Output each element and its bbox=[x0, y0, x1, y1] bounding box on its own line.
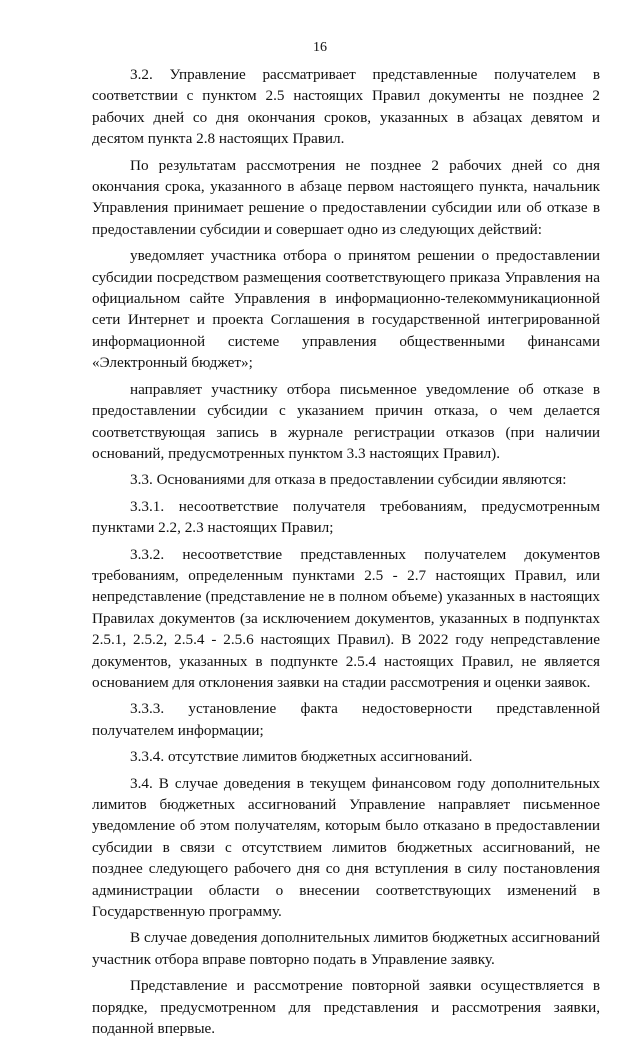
paragraph-review-results: По результатам рассмотрения не позднее 2 рабочих дней со дня окончания срока, указанного в абзаце первом настоящего пункта, начальник Управления принимает решение о предоставлении субсидии или об отказе в предоставлении субсидии и совершает одно из следующих действий: bbox=[92, 156, 600, 238]
paragraph-notify-refusal: направляет участнику отбора письменное уведомление об отказе в предоставлении субсидии с указанием причин отказа, о чем делается соответствующая запись в журнале регистрации отказов (при наличии оснований, предусмотренных пунктом 3.3 настоящих Правил). bbox=[92, 380, 600, 462]
paragraph-3-4: 3.4. В случае доведения в текущем финансовом году дополнительных лимитов бюджетных ассигнований Управление направляет письменное уведомление об этом получателям, которым было отказано в предоставлении субсидии в связи с отсутствием лимитов бюджетных ассигнований, не позднее следующего рабочего дня со дня вступления в силу постановления администрации области о внесении соответствующих изменений в Государственную программу. bbox=[92, 774, 600, 921]
paragraph-3-3: 3.3. Основаниями для отказа в предоставлении субсидии являются: bbox=[130, 471, 567, 489]
paragraph-notify-grant: уведомляет участника отбора о принятом решении о предоставлении субсидии посредством размещения соответствующего приказа Управления на официальном сайте Управления в информационно-телекоммуникационной сети Интернет и проекта Соглашения в государственной интегрированной информационной системе управления общественными финансами «Электронный бюджет»; bbox=[92, 247, 600, 372]
paragraph-3-3-4: 3.3.4. отсутствие лимитов бюджетных ассигнований. bbox=[130, 748, 473, 766]
paragraph-3-2: 3.2. Управление рассматривает представленные получателем в соответствии с пунктом 2.5 настоящих Правил документы не позднее 2 рабочих дней со дня окончания сроков, указанных в абзацах девятом и десятом пункта 2.8 настоящих Правил. bbox=[92, 66, 600, 148]
paragraph-3-3-3: 3.3.3. установление факта недостоверности представленной получателем информации; bbox=[92, 700, 600, 739]
paragraph-repeat-application: Представление и рассмотрение повторной заявки осуществляется в порядке, предусмотренном для представления и рассмотрения заявки, поданной впервые. bbox=[92, 977, 600, 1038]
page-number: 16 bbox=[313, 40, 327, 55]
paragraph-3-3-2: 3.3.2. несоответствие представленных получателем документов требованиям, определенным пунктами 2.5 - 2.7 настоящих Правил, или непредставление (представление не в полном объеме) указанных в настоящих Правилах документов (за исключением документов, указанных в подпунктах 2.5.1, 2.5.2, 2.5.4 - 2.5.6 настоящих Правил). В 2022 году непредставление документов, указанных в подпункте 2.5.4 настоящих Правил, не является основанием для отклонения заявки на стадии рассмотрения и оценки заявок. bbox=[92, 545, 600, 691]
paragraph-additional-limits: В случае доведения дополнительных лимитов бюджетных ассигнований участник отбора вправе повторно подать в Управление заявку. bbox=[92, 929, 600, 968]
paragraph-3-3-1: 3.3.1. несоответствие получателя требованиям, предусмотренным пунктами 2.2, 2.3 настоящих Правил; bbox=[92, 497, 600, 537]
body-text bbox=[92, 64, 600, 1039]
